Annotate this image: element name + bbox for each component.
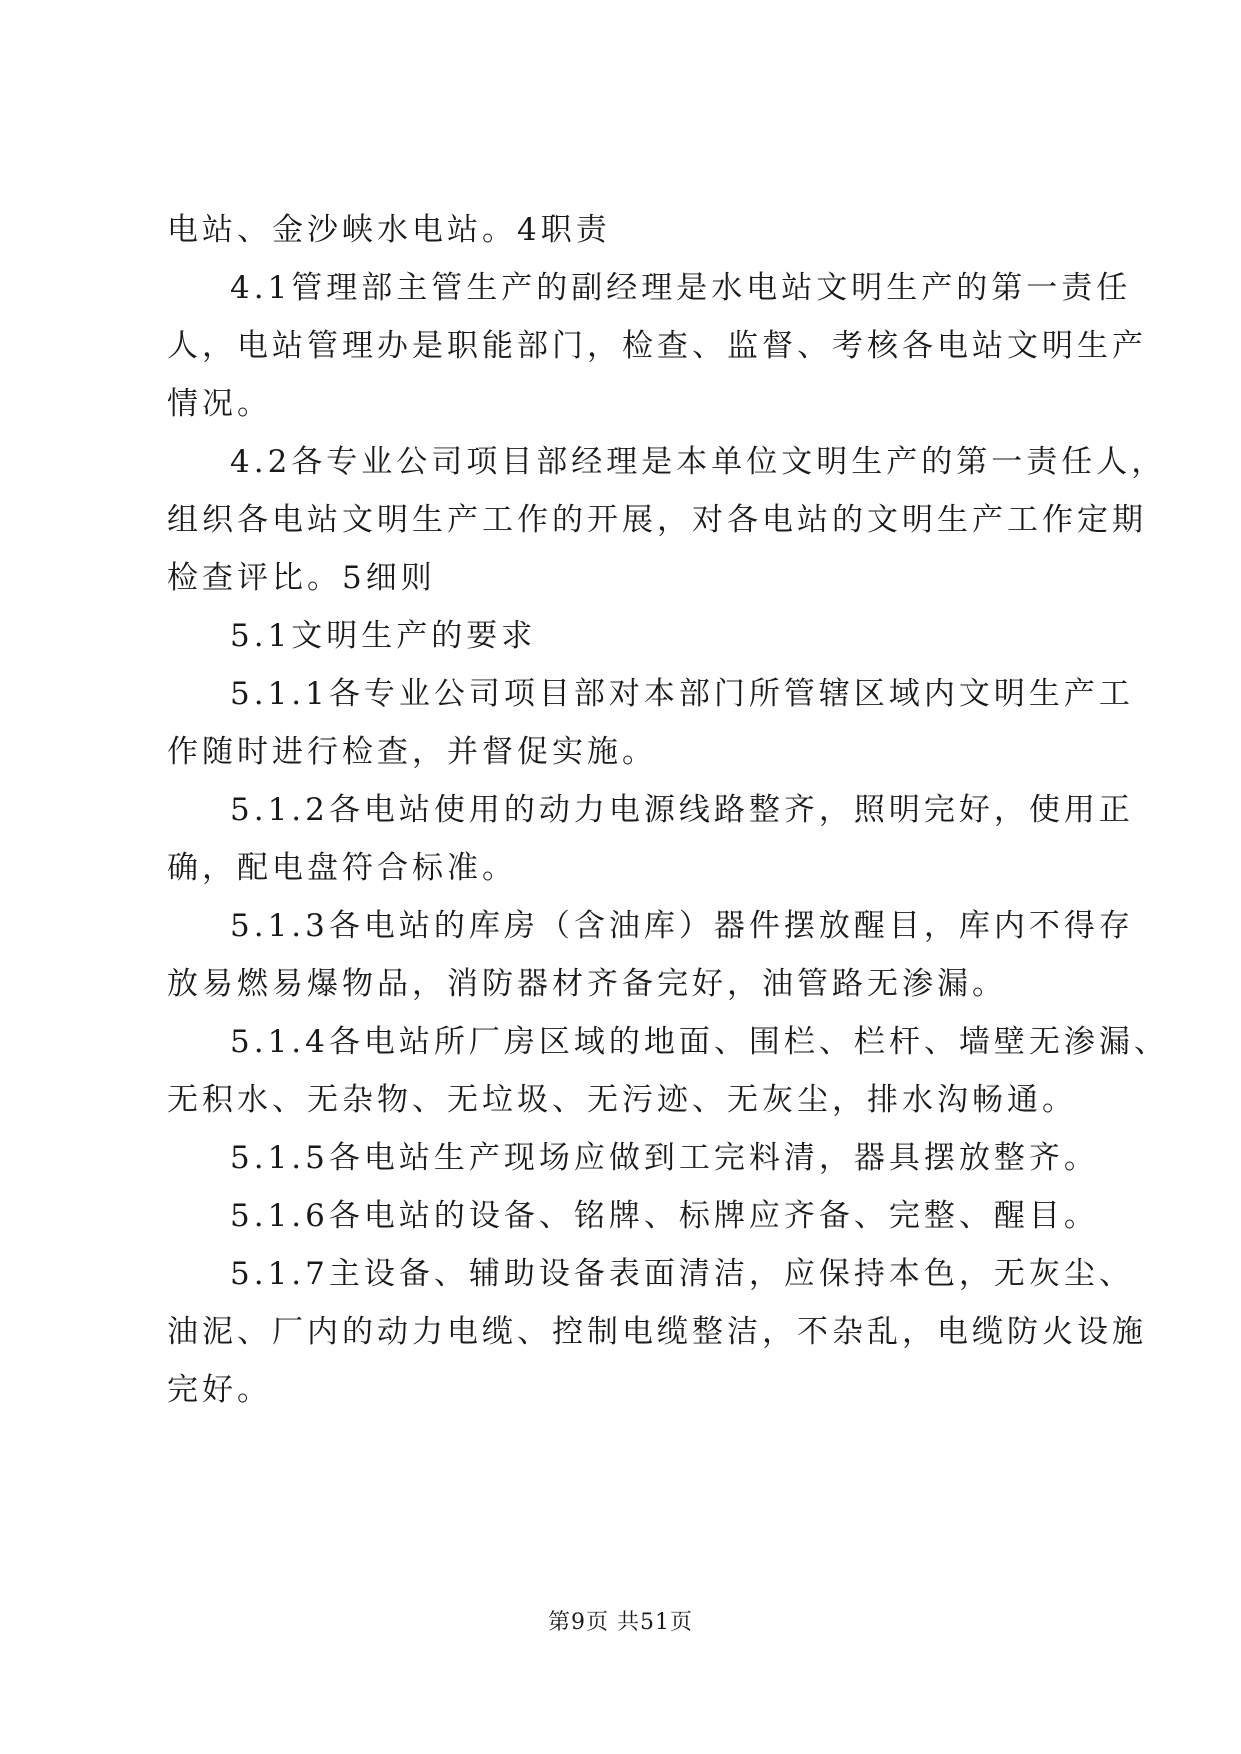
text-line: 5.1.3各电站的库房（含油库）器件摆放醒目，库内不得存 xyxy=(230,908,1134,944)
text-line: 作随时进行检查，并督促实施。 xyxy=(167,734,657,770)
text-line: 油泥、厂内的动力电缆、控制电缆整洁，不杂乱，电缆防火设施 xyxy=(167,1314,1147,1350)
text-line: 5.1.5各电站生产现场应做到工完料清，器具摆放整齐。 xyxy=(230,1140,1099,1176)
text-line: 人，电站管理办是职能部门，检查、监督、考核各电站文明生产 xyxy=(167,328,1147,364)
text-line: 5.1.4各电站所厂房区域的地面、围栏、栏杆、墙壁无渗漏、 xyxy=(230,1024,1169,1060)
text-line: 完好。 xyxy=(167,1372,272,1408)
text-line: 5.1.7主设备、辅助设备表面清洁，应保持本色，无灰尘、 xyxy=(230,1256,1134,1292)
text-line: 4.1管理部主管生产的副经理是水电站文明生产的第一责任 xyxy=(230,270,1132,306)
text-line: 检查评比。5细则 xyxy=(167,560,436,596)
text-line: 情况。 xyxy=(167,386,272,422)
text-line: 5.1.1各专业公司项目部对本部门所管辖区域内文明生产工 xyxy=(230,676,1134,712)
text-line: 电站、金沙峡水电站。4职责 xyxy=(167,212,611,248)
text-line: 5.1.2各电站使用的动力电源线路整齐，照明完好，使用正 xyxy=(230,792,1134,828)
text-line: 5.1文明生产的要求 xyxy=(230,618,537,654)
text-line: 确，配电盘符合标准。 xyxy=(167,850,517,886)
text-line: 4.2各专业公司项目部经理是本单位文明生产的第一责任人， xyxy=(230,444,1167,480)
page-footer: 第9页 共51页 xyxy=(548,1610,693,1635)
text-line: 无积水、无杂物、无垃圾、无污迹、无灰尘，排水沟畅通。 xyxy=(167,1082,1077,1118)
text-line: 5.1.6各电站的设备、铭牌、标牌应齐备、完整、醒目。 xyxy=(230,1198,1099,1234)
text-line: 放易燃易爆物品，消防器材齐备完好，油管路无渗漏。 xyxy=(167,966,1007,1002)
text-line: 组织各电站文明生产工作的开展，对各电站的文明生产工作定期 xyxy=(167,502,1147,538)
